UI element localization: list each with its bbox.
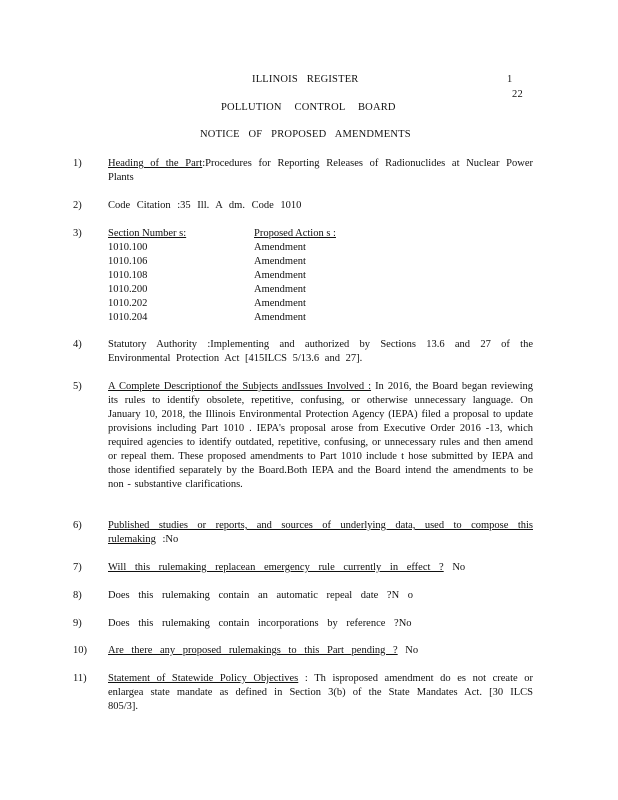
item-number: 8) [73,590,82,601]
proposed-action-header: Proposed Action s : [254,228,336,239]
item-policy-objectives [108,672,533,714]
item-number: 7) [73,562,82,573]
item-number: 5) [73,381,82,392]
item-incorporations: Does this rulemaking contain incorporations by reference ?No [108,618,412,629]
agency-title: POLLUTION CONTROL BOARD [221,102,396,113]
item-heading-of-part [108,157,533,185]
proposed-action: Amendment [254,284,306,295]
section-number: 1010.202 [108,298,148,309]
item-text: In 2016, the Board began reviewing its rules to identify obsolete, repetitive, confusing, or otherwise unnecessary language. On January 10, 2018, the Illinois Environmental Protection Agency (IEPA) filed a proposal to update provisions including Part 1010 . IEPA's proposal arose from Executive Order 2016 -13, which required agencies to identify outdated, repetitive, confusing, or unnecessary rules and then amend or repeal them. These proposed amendments to Part 1010 include t hose submitted by IEPA and those identified separately by the Board.Both IEPA and the Board intend the amendments to be non - substantive clarifications. [108,381,533,490]
item-number: 9) [73,618,82,629]
register-title: ILLINOIS REGISTER [252,74,359,85]
item-text: :Procedures for Reporting Releases of Radionuclides at Nuclear Power Plants [108,158,534,183]
item-emergency-rule [108,561,533,575]
item-repeal-date: Does this rulemaking contain an automatic repeal date ?N o [108,590,414,601]
item-label: Will this rulemaking replacean emergency rule currently in effect ? [108,562,444,573]
item-number: 2) [73,200,82,211]
item-sections-table [108,227,533,325]
item-text: No [443,562,466,573]
item-label: Published studies or reports, and sources of underlying data, used to compose this rulemaking [108,520,533,545]
proposed-action: Amendment [254,242,306,253]
item-number: 11) [73,673,87,684]
item-description [108,380,533,492]
section-number: 1010.100 [108,242,148,253]
proposed-action: Amendment [254,270,306,281]
item-number: 3) [73,228,82,239]
item-pending-rulemakings [108,644,533,658]
item-text: : Th isproposed amendment do es not create or enlargea state mandate as defined in Section 3(b) of the State Mandates Act. [30 ILCS 805/3]. [108,673,533,712]
item-number: 6) [73,520,82,531]
item-number: 10) [73,645,87,656]
item-text: No [397,645,419,656]
item-label: Heading of the Part [108,158,203,169]
proposed-action: Amendment [254,312,306,323]
item-text: :No [155,534,179,545]
item-number: 1) [73,158,82,169]
item-published-studies [108,519,533,547]
page-number: 1 [507,74,513,85]
section-number: 1010.200 [108,284,148,295]
item-label: A Complete Descriptionof the Subjects andIssues Involved : [108,381,372,392]
item-label: Statement of Statewide Policy Objectives [108,673,299,684]
notice-title: NOTICE OF PROPOSED AMENDMENTS [200,129,411,140]
item-number: 4) [73,339,82,350]
page-subnumber: 22 [512,89,523,100]
section-number: 1010.204 [108,312,148,323]
item-statutory-authority: Statutory Authority :Implementing and authorized by Sections 13.6 and 27 of the Environmental Protection Act [415ILCS 5/13.6 and 27]. [108,339,533,364]
item-label: Are there any proposed rulemakings to this Part pending ? [108,645,398,656]
section-number: 1010.108 [108,270,148,281]
proposed-action: Amendment [254,256,306,267]
section-number-header: Section Number s: [108,228,187,239]
sections-grid [108,227,533,325]
proposed-action: Amendment [254,298,306,309]
item-code-citation: Code Citation :35 Ill. A dm. Code 1010 [108,200,302,211]
section-number: 1010.106 [108,256,148,267]
